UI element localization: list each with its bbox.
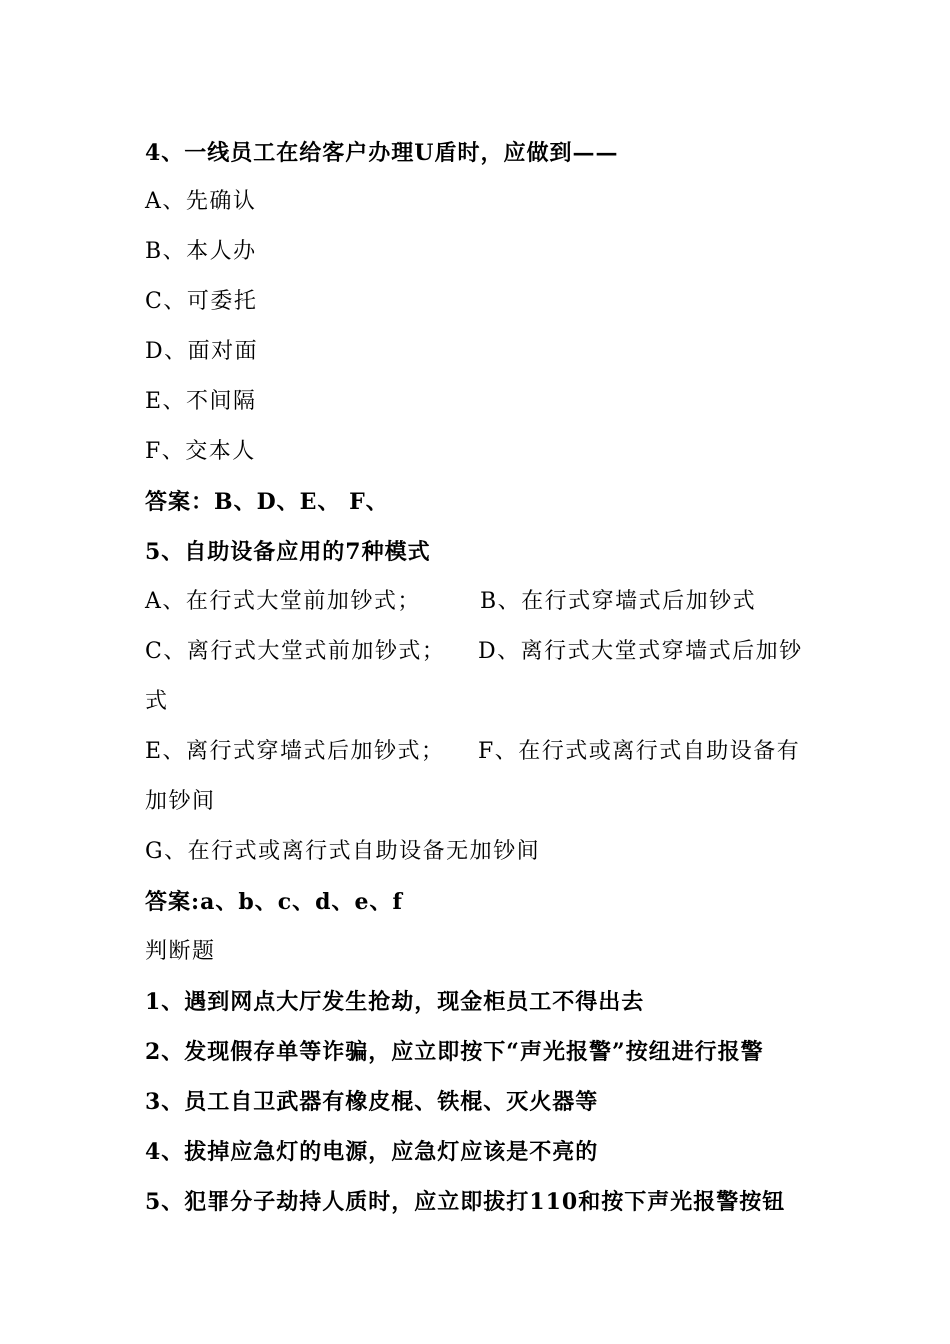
- q4-option-e: E、不间隔: [145, 389, 257, 414]
- judgment-item-1: 1、遇到网点大厅发生抢劫，现金柜员工不得出去: [145, 989, 645, 1015]
- q5-option-b: B、在行式穿墙式后加钞式: [480, 589, 757, 614]
- q4-option-a: A、先确认: [145, 189, 257, 214]
- q5-row-3: [145, 734, 815, 770]
- judgment-item-3: 3、员工自卫武器有橡皮棍、铁棍、灭火器等: [145, 1089, 599, 1115]
- q4-answer: 答案：B、D、E、 F、: [145, 489, 389, 515]
- q5-row-1: [145, 584, 785, 620]
- q5-answer: 答案:a、b、c、d、e、f: [145, 889, 403, 915]
- q5-option-g: G、在行式或离行式自助设备无加钞间: [145, 839, 541, 864]
- q5-option-d-wrap: 式: [145, 689, 169, 714]
- judgment-heading: 判断题: [145, 939, 216, 964]
- q5-option-f-wrap: 加钞间: [145, 789, 216, 814]
- q5-option-f: F、在行式或离行式自助设备有: [478, 739, 801, 764]
- judgment-item-2: 2、发现假存单等诈骗，应立即按下“声光报警”按纽进行报警: [145, 1039, 764, 1065]
- q4-option-b: B、本人办: [145, 239, 257, 264]
- q5-option-c: C、离行式大堂式前加钞式；: [145, 639, 446, 664]
- q4-option-c: C、可委托: [145, 289, 258, 314]
- question-5-title: 5、自助设备应用的7种模式: [145, 539, 431, 565]
- q5-row-2: [145, 634, 815, 670]
- question-4-title: 4、一线员工在给客户办理U盾时，应做到——: [145, 140, 619, 166]
- judgment-item-4: 4、拔掉应急灯的电源，应急灯应该是不亮的: [145, 1139, 599, 1165]
- q5-option-e: E、离行式穿墙式后加钞式；: [145, 739, 445, 764]
- q4-option-d: D、面对面: [145, 339, 259, 364]
- judgment-item-5: 5、犯罪分子劫持人质时，应立即拔打110和按下声光报警按钮: [145, 1189, 786, 1215]
- q4-option-f: F、交本人: [145, 439, 256, 464]
- q5-option-a: A、在行式大堂前加钞式；: [145, 589, 421, 614]
- q5-option-d: D、离行式大堂式穿墙式后加钞: [478, 639, 803, 664]
